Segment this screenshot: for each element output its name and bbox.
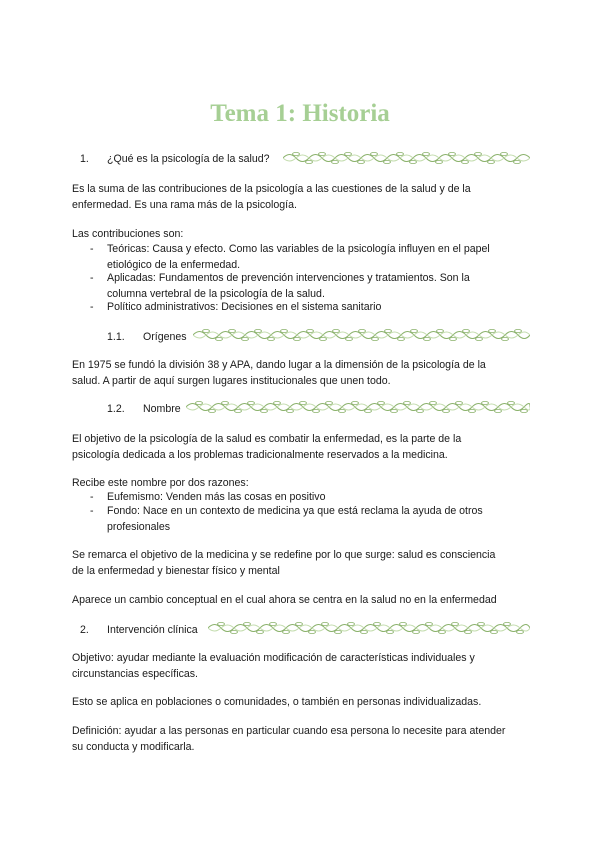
text-line: Esto se aplica en poblaciones o comunidades, o también en personas individualizadas. bbox=[72, 696, 482, 708]
section-heading: ¿Qué es la psicología de la salud? bbox=[107, 153, 270, 165]
vine-leaf bbox=[489, 329, 496, 332]
text-line: Aplicadas: Fundamentos de prevención intervenciones y tratamientos. Son la bbox=[107, 272, 470, 284]
vine-leaf bbox=[322, 622, 329, 625]
vine-leaf bbox=[248, 401, 255, 404]
subsection-heading: Orígenes bbox=[143, 331, 187, 343]
bullet: - bbox=[90, 505, 94, 517]
vine-leaf bbox=[231, 630, 238, 633]
vine-leaf bbox=[410, 160, 417, 163]
vine-leaf bbox=[398, 337, 405, 340]
vine-leaf bbox=[222, 401, 229, 404]
vine-leaf bbox=[348, 622, 355, 625]
vine-leaf bbox=[495, 409, 502, 412]
text-line: enfermedad. Es una rama más de la psicología. bbox=[72, 199, 297, 211]
vine-leaf bbox=[462, 160, 469, 163]
vine-leaf bbox=[508, 401, 515, 404]
vine-leaf bbox=[426, 622, 433, 625]
vine-leaf bbox=[309, 630, 316, 633]
vine-leaf bbox=[515, 329, 522, 332]
section-number: 1. bbox=[80, 153, 89, 165]
vine-leaf bbox=[257, 630, 264, 633]
vine-leaf bbox=[478, 622, 485, 625]
vine-leaf bbox=[443, 409, 450, 412]
vine-leaf bbox=[216, 337, 223, 340]
vine-leaf bbox=[521, 409, 528, 412]
vine-leaf bbox=[333, 329, 340, 332]
text-line: profesionales bbox=[107, 521, 171, 533]
vine-leaf bbox=[469, 409, 476, 412]
vine-leaf bbox=[300, 401, 307, 404]
text-line: etiológico de la enfermedad. bbox=[107, 259, 241, 271]
vine-leaf bbox=[326, 401, 333, 404]
vine-leaf bbox=[365, 409, 372, 412]
text-line: Definición: ayudar a las personas en particular cuando esa persona lo necesite para atender bbox=[72, 725, 506, 737]
text-line: circunstancias específicas. bbox=[72, 668, 199, 680]
vine-leaf bbox=[517, 630, 524, 633]
vine-leaf bbox=[229, 329, 236, 332]
vine-leaf bbox=[385, 329, 392, 332]
paragraph bbox=[72, 547, 532, 579]
text-line: El objetivo de la psicología de la salud es combatir la enfermedad, es la parte de la bbox=[72, 433, 462, 445]
paragraph bbox=[72, 723, 532, 755]
vine-leaf bbox=[332, 160, 339, 163]
vine-leaf bbox=[439, 630, 446, 633]
vine-leaf bbox=[404, 401, 411, 404]
list-item bbox=[107, 503, 527, 535]
paragraph bbox=[72, 650, 532, 682]
vine-leaf bbox=[452, 622, 459, 625]
list-item bbox=[107, 270, 527, 302]
text-line: de la enfermedad y bienestar físico y mental bbox=[72, 565, 280, 577]
vine-leaf bbox=[430, 401, 437, 404]
vine-leaf bbox=[283, 630, 290, 633]
vine-leaf bbox=[359, 329, 366, 332]
vine-leaf bbox=[345, 152, 352, 155]
subsection-heading: Nombre bbox=[143, 403, 181, 415]
vine-leaf bbox=[491, 630, 498, 633]
vine-leaf bbox=[374, 622, 381, 625]
text-line: salud. A partir de aquí surgen lugares institucionales que unen todo. bbox=[72, 375, 391, 387]
list-item bbox=[107, 299, 527, 315]
vine-leaf bbox=[504, 622, 511, 625]
vine-leaf bbox=[235, 409, 242, 412]
vine-leaf bbox=[372, 337, 379, 340]
vine-leaf bbox=[218, 622, 225, 625]
vine-leaf bbox=[261, 409, 268, 412]
vine-leaf bbox=[476, 337, 483, 340]
vine-leaf bbox=[209, 409, 216, 412]
vine-leaf bbox=[397, 152, 404, 155]
vine-leaf bbox=[465, 630, 472, 633]
vine-divider bbox=[208, 619, 530, 637]
vine-leaf bbox=[296, 622, 303, 625]
text-line: Político administrativos: Decisiones en el sistema sanitario bbox=[107, 301, 382, 313]
vine-leaf bbox=[320, 337, 327, 340]
vine-leaf bbox=[293, 152, 300, 155]
vine-leaf bbox=[203, 329, 210, 332]
vine-leaf bbox=[463, 329, 470, 332]
vine-leaf bbox=[391, 409, 398, 412]
vine-leaf bbox=[294, 337, 301, 340]
text-line: Fondo: Nace en un contexto de medicina ya que está reclama la ayuda de otros bbox=[107, 505, 483, 517]
text-line: Objetivo: ayudar mediante la evaluación modificación de características individuales y bbox=[72, 652, 475, 664]
vine-leaf bbox=[482, 401, 489, 404]
vine-leaf bbox=[378, 401, 385, 404]
vine-leaf bbox=[287, 409, 294, 412]
vine-leaf bbox=[514, 160, 521, 163]
list-item bbox=[107, 241, 527, 273]
vine-leaf bbox=[319, 152, 326, 155]
vine-leaf bbox=[488, 160, 495, 163]
paragraph bbox=[72, 592, 532, 608]
vine-leaf bbox=[436, 160, 443, 163]
vine-leaf bbox=[306, 160, 313, 163]
vine-leaf bbox=[358, 160, 365, 163]
vine-leaf bbox=[196, 401, 203, 404]
text-line: Es la suma de las contribuciones de la psicología a las cuestiones de la salud y de la bbox=[72, 183, 471, 195]
paragraph bbox=[72, 181, 532, 213]
text-line: su conducta y modificarla. bbox=[72, 741, 195, 753]
subsection-number: 1.1. bbox=[107, 331, 125, 343]
vine-leaf bbox=[387, 630, 394, 633]
vine-leaf bbox=[313, 409, 320, 412]
text-line: En 1975 se fundó la división 38 y APA, dando lugar a la dimensión de la psicología de la bbox=[72, 359, 486, 371]
vine-leaf bbox=[268, 337, 275, 340]
vine-leaf bbox=[274, 401, 281, 404]
vine-leaf bbox=[384, 160, 391, 163]
vine-leaf bbox=[346, 337, 353, 340]
vine-leaf bbox=[413, 630, 420, 633]
vine-leaf bbox=[424, 337, 431, 340]
vine-leaf bbox=[417, 409, 424, 412]
vine-leaf bbox=[307, 329, 314, 332]
vine-leaf bbox=[423, 152, 430, 155]
vine-leaf bbox=[339, 409, 346, 412]
paragraph bbox=[72, 357, 532, 389]
vine-leaf bbox=[352, 401, 359, 404]
vine-leaf bbox=[456, 401, 463, 404]
vine-leaf bbox=[449, 152, 456, 155]
bullet: - bbox=[90, 243, 94, 255]
list-intro: Recibe este nombre por dos razones: bbox=[72, 477, 249, 489]
vine-divider bbox=[186, 398, 530, 416]
section-number: 2. bbox=[80, 624, 89, 636]
bullet: - bbox=[90, 301, 94, 313]
vine-leaf bbox=[400, 622, 407, 625]
vine-leaf bbox=[437, 329, 444, 332]
bullet: - bbox=[90, 272, 94, 284]
vine-leaf bbox=[371, 152, 378, 155]
vine-leaf bbox=[361, 630, 368, 633]
text-line: Eufemismo: Venden más las cosas en positivo bbox=[107, 491, 326, 503]
vine-leaf bbox=[244, 622, 251, 625]
vine-leaf bbox=[411, 329, 418, 332]
vine-leaf bbox=[501, 152, 508, 155]
text-line: Se remarca el objetivo de la medicina y se redefine por lo que surge: salud es consciencia bbox=[72, 549, 496, 561]
vine-leaf bbox=[281, 329, 288, 332]
text-line: Teóricas: Causa y efecto. Como las variables de la psicología influyen en el papel bbox=[107, 243, 490, 255]
list-intro: Las contribuciones son: bbox=[72, 228, 184, 240]
vine-leaf bbox=[450, 337, 457, 340]
section-heading: Intervención clínica bbox=[107, 624, 198, 636]
vine-leaf bbox=[475, 152, 482, 155]
vine-leaf bbox=[502, 337, 509, 340]
paragraph bbox=[72, 694, 532, 710]
vine-leaf bbox=[255, 329, 262, 332]
text-line: columna vertebral de la psicología de la salud. bbox=[107, 288, 325, 300]
vine-leaf bbox=[335, 630, 342, 633]
vine-leaf bbox=[242, 337, 249, 340]
vine-divider bbox=[193, 326, 530, 344]
vine-divider bbox=[283, 149, 530, 167]
vine-leaf bbox=[270, 622, 277, 625]
text-line: Aparece un cambio conceptual en el cual ahora se centra en la salud no en la enfermedad bbox=[72, 594, 497, 606]
text-line: psicología dedicada a los problemas tradicionalmente reservados a la medicina. bbox=[72, 449, 448, 461]
subsection-number: 1.2. bbox=[107, 403, 125, 415]
paragraph bbox=[72, 431, 532, 463]
page-title: Tema 1: Historia bbox=[210, 100, 390, 127]
bullet: - bbox=[90, 491, 94, 503]
